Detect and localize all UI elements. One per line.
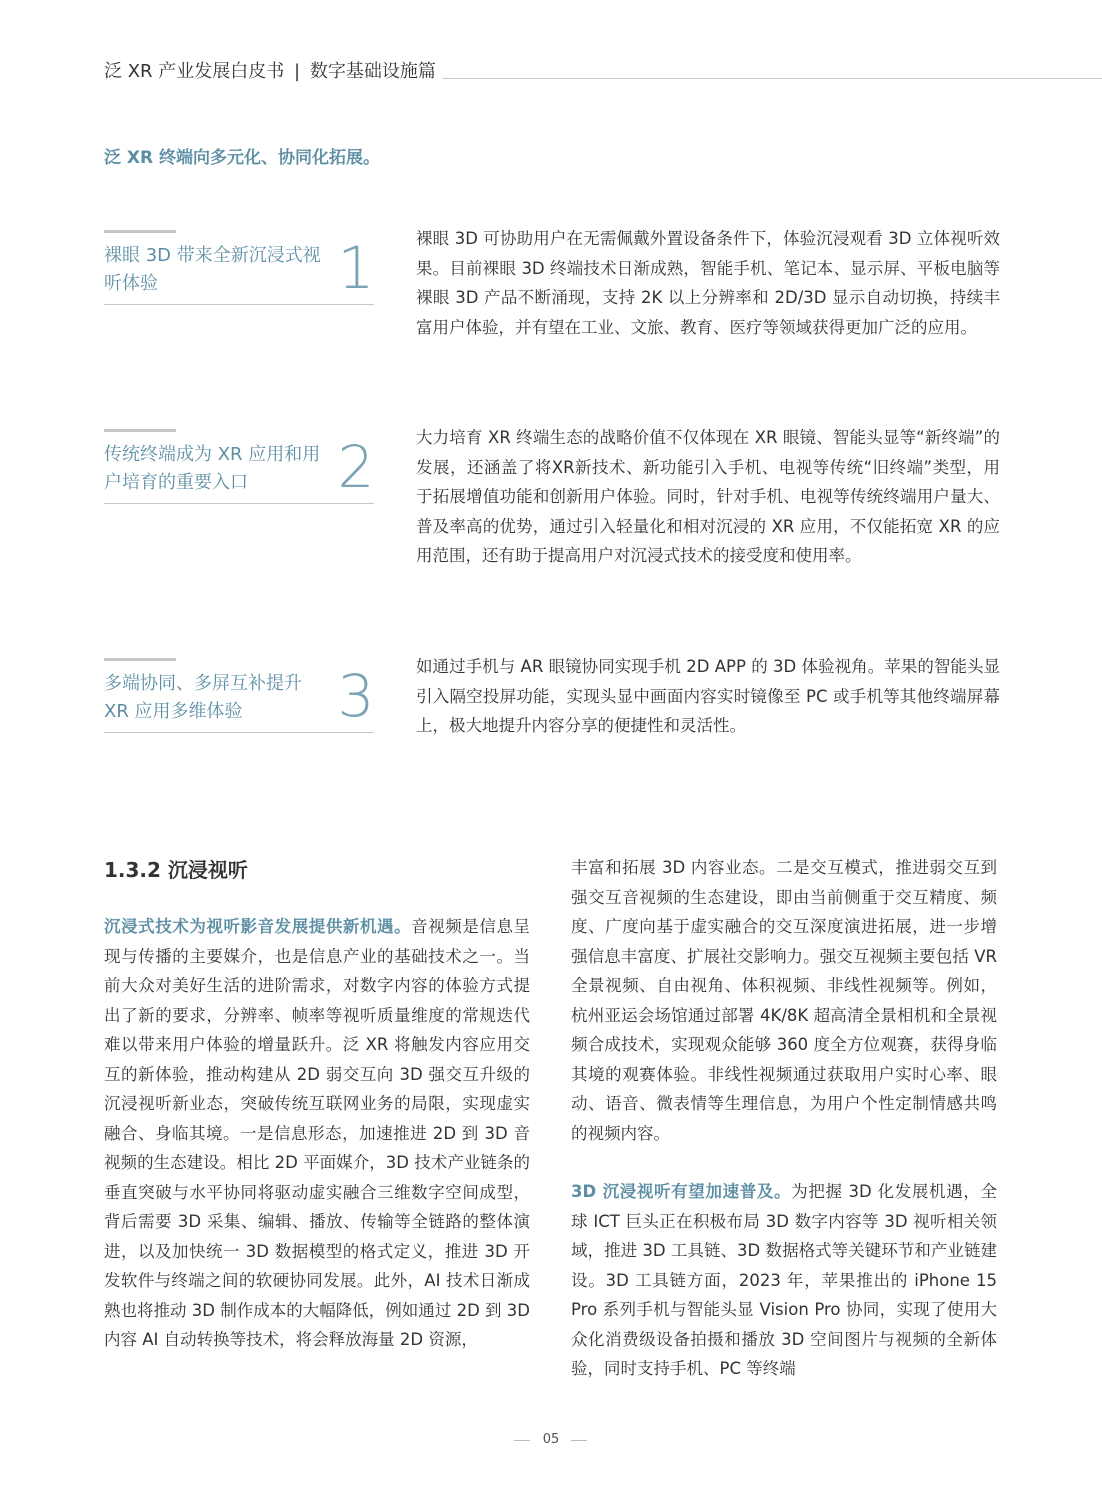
feature-description: 裸眼 3D 可协助用户在无需佩戴外置设备条件下，体验沉浸观看 3D 立体视听效果。目前裸眼 3D 终端技术日渐成熟，智能手机、笔记本、显示屏、平板电脑等裸眼 3D 产品不断涌现，支持 2K 以上分辨率和 2D/3D 显示自动切换，持续丰富用户体验，并有望在工业、文旅、教育、医疗等领域获得更加广泛的应用。: [416, 229, 1000, 337]
feature-title: 裸眼 3D 带来全新沉浸式视听体验: [104, 245, 321, 294]
lead-heading: 泛 XR 终端向多元化、协同化拓展。: [104, 148, 381, 168]
header-title-group: [104, 60, 436, 84]
feature-number: 1: [337, 234, 375, 302]
feature-description: 大力培育 XR 终端生态的战略价值不仅体现在 XR 眼镜、智能头显等“新终端”的发展，还涵盖了将XR新技术、新功能引入手机、电视等传统“旧终端”类型，用于拓展增值功能和创新用户体验。同时，针对手机、电视等传统终端用户量大、普及率高的优势，通过引入轻量化和相对沉浸的 XR 应用，不仅能拓宽 XR 的应用范围，还有助于提高用户对沉浸式技术的接受度和使用率。: [416, 428, 1001, 565]
feature-description: 如通过手机与 AR 眼镜协同实现手机 2D APP 的 3D 体验视角。苹果的智能头显引入隔空投屏功能，实现头显中画面内容实时镜像至 PC 或手机等其他终端屏幕上，极大地提升内容分享的便捷性和灵活性。: [416, 657, 1000, 735]
feature-title: 多端协同、多屏互补提升 XR 应用多维体验: [104, 673, 302, 722]
feature-bottom-rule: [104, 503, 374, 504]
left-column: [104, 912, 530, 1355]
feature-bottom-rule: [104, 732, 374, 733]
report-subtitle: 数字基础设施篇: [309, 61, 436, 82]
right-column: [571, 853, 997, 1384]
section-heading: 1.3.2 沉浸视听: [104, 858, 248, 882]
footer-dash-right: [571, 1440, 587, 1441]
feature-number: 2: [337, 433, 375, 501]
left-paragraph: [104, 912, 530, 1355]
right-paragraph-1: 丰富和拓展 3D 内容业态。二是交互模式，推进弱交互到强交互音视频的生态建设，即由当前侧重于交互精度、频度、广度向基于虚实融合的交互深度演进拓展，进一步增强信息丰富度、扩展社交影响力。强交互视频主要包括 VR 全景视频、自由视角、体积视频、非线性视频等。例如，杭州亚运会场馆通过部署 4K/8K 超高清全景相机和全景视频合成技术，实现观众能够 360 度全方位观赛，获得身临其境的观赛体验。非线性视频通过获取用户实时心率、眼动、语音、微表情等生理信息，为用户个性定制情感共鸣的视频内容。: [571, 858, 997, 1143]
page-header: [104, 60, 1102, 90]
page-footer: [0, 1430, 1102, 1450]
feature-bottom-rule: [104, 304, 374, 305]
feature-top-bar: [104, 230, 176, 233]
report-title: 泛 XR 产业发展白皮书: [104, 61, 285, 82]
left-body-text: 音视频是信息呈现与传播的主要媒介，也是信息产业的基础技术之一。当前大众对美好生活的进阶需求，对数字内容的体验方式提出了新的要求，分辨率、帧率等视听质量维度的常规迭代难以带来用户体验的增量跃升。泛 XR 将触发内容应用交互的新体验，推动构建从 2D 弱交互向 3D 强交互升级的沉浸视听新业态，突破传统互联网业务的局限，实现虚实融合、身临其境。一是信息形态，加速推进 2D 到 3D 音视频的生态建设。相比 2D 平面媒介，3D 技术产业链条的垂直突破与水平协同将驱动虚实融合三维数字空间成型，背后需要 3D 采集、编辑、播放、传输等全链路的整体演进，以及加快统一 3D 数据模型的格式定义，推进 3D 开发软件与终端之间的软硬协同发展。此外，AI 技术日渐成熟也将推动 3D 制作成本的大幅降低，例如通过 2D 到 3D 内容 AI 自动转换等技术，将会释放海量 2D 资源，: [104, 917, 530, 1349]
header-separator: |: [294, 61, 301, 82]
header-rule: [442, 78, 1102, 79]
footer-dash-left: [514, 1440, 530, 1441]
feature-number: 3: [337, 662, 375, 730]
feature-title: 传统终端成为 XR 应用和用户培育的重要入口: [104, 444, 321, 493]
page-number: 05: [542, 1432, 560, 1447]
feature-top-bar: [104, 658, 176, 661]
left-highlight: 沉浸式技术为视听影音发展提供新机遇。: [104, 917, 412, 936]
right-body-text: 为把握 3D 化发展机遇，全球 ICT 巨头正在积极布局 3D 数字内容等 3D 视听相关领域，推进 3D 工具链、3D 数据格式等关键环节和产业链建设。3D 工具链方面，2023 年，苹果推出的 iPhone 15 Pro 系列手机与智能头显 Vision Pro 协同，实现了使用大众化消费级设备拍摄和播放 3D 空间图片与视频的全新体验，同时支持手机、PC 等终端: [571, 1182, 997, 1378]
right-highlight: 3D 沉浸视听有望加速普及。: [571, 1182, 792, 1201]
right-paragraph-2: [571, 1177, 997, 1384]
feature-top-bar: [104, 429, 176, 432]
